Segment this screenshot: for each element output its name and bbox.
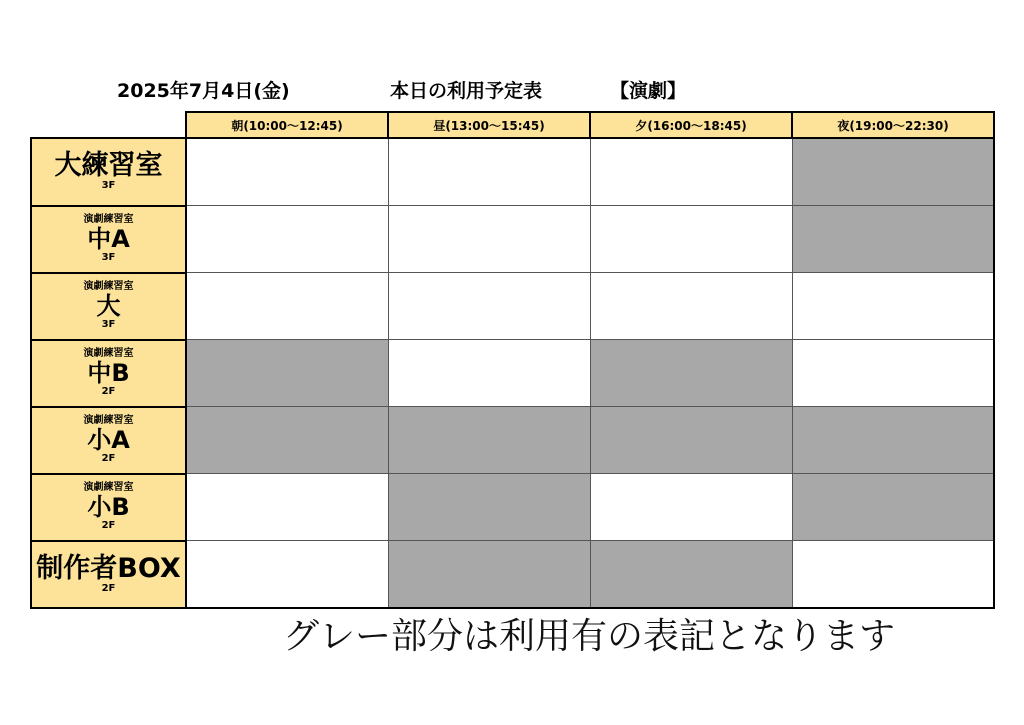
time-slot-morning: 朝(10:00〜12:45) bbox=[186, 112, 388, 138]
schedule-title: 本日の利用予定表 bbox=[390, 80, 543, 102]
room-label bbox=[31, 474, 186, 541]
room-label bbox=[31, 340, 186, 407]
time-slot-afternoon: 昼(13:00〜15:45) bbox=[388, 112, 590, 138]
room-label bbox=[31, 206, 186, 273]
room-category: 演劇練習室 bbox=[83, 415, 134, 426]
room-floor: 2F bbox=[101, 582, 116, 594]
room-name: 小A bbox=[87, 426, 130, 454]
slot-cell-free bbox=[186, 474, 388, 541]
slot-cell-free bbox=[792, 340, 994, 407]
slot-cell-free bbox=[186, 206, 388, 273]
slot-cell-free bbox=[590, 206, 792, 273]
slot-cell-free bbox=[388, 206, 590, 273]
room-floor: 3F bbox=[101, 319, 116, 330]
slot-cell-free bbox=[388, 138, 590, 206]
slot-cell-used bbox=[590, 541, 792, 609]
slot-cell-used bbox=[388, 407, 590, 474]
slot-cell-free bbox=[186, 138, 388, 206]
room-row bbox=[31, 541, 994, 609]
room-floor: 2F bbox=[101, 453, 116, 464]
schedule-genre: 【演劇】 bbox=[610, 80, 687, 102]
room-name: 中A bbox=[87, 225, 130, 253]
time-slot-header-row bbox=[31, 112, 994, 138]
room-floor: 2F bbox=[101, 520, 116, 531]
slot-cell-used bbox=[186, 407, 388, 474]
slot-cell-used bbox=[590, 340, 792, 407]
slot-cell-used bbox=[186, 340, 388, 407]
room-name: 中B bbox=[87, 359, 130, 387]
slot-cell-free bbox=[792, 541, 994, 609]
slot-cell-used bbox=[590, 407, 792, 474]
room-row bbox=[31, 206, 994, 273]
room-category: 演劇練習室 bbox=[83, 281, 134, 292]
room-floor: 2F bbox=[101, 386, 116, 397]
room-category: 演劇練習室 bbox=[83, 214, 134, 225]
room-row bbox=[31, 407, 994, 474]
slot-cell-free bbox=[186, 273, 388, 340]
room-floor: 3F bbox=[101, 180, 116, 192]
room-name: 小B bbox=[87, 493, 130, 521]
slot-cell-free bbox=[792, 273, 994, 340]
schedule-table bbox=[30, 111, 995, 609]
room-category: 演劇練習室 bbox=[83, 482, 134, 493]
room-row bbox=[31, 138, 994, 206]
schedule-date: 2025年7月4日(金) bbox=[117, 80, 290, 102]
slot-cell-free bbox=[388, 340, 590, 407]
room-label bbox=[31, 541, 186, 609]
slot-cell-used bbox=[792, 407, 994, 474]
slot-cell-used bbox=[792, 138, 994, 206]
room-row bbox=[31, 474, 994, 541]
room-label bbox=[31, 138, 186, 206]
room-name: 制作者BOX bbox=[36, 552, 181, 584]
slot-cell-used bbox=[388, 541, 590, 609]
legend-note: グレー部分は利用有の表記となります bbox=[283, 616, 896, 657]
room-row bbox=[31, 273, 994, 340]
time-slot-night: 夜(19:00〜22:30) bbox=[792, 112, 994, 138]
slot-cell-free bbox=[186, 541, 388, 609]
time-slot-evening: 夕(16:00〜18:45) bbox=[590, 112, 792, 138]
slot-cell-used bbox=[388, 474, 590, 541]
slot-cell-free bbox=[388, 273, 590, 340]
room-label bbox=[31, 407, 186, 474]
room-category: 演劇練習室 bbox=[83, 348, 134, 359]
room-name: 大練習室 bbox=[54, 150, 163, 182]
slot-cell-used bbox=[792, 206, 994, 273]
room-row bbox=[31, 340, 994, 407]
slot-cell-free bbox=[590, 138, 792, 206]
table-corner bbox=[31, 112, 186, 138]
room-name: 大 bbox=[96, 292, 121, 320]
slot-cell-free bbox=[590, 474, 792, 541]
room-label bbox=[31, 273, 186, 340]
slot-cell-free bbox=[590, 273, 792, 340]
room-floor: 3F bbox=[101, 252, 116, 263]
slot-cell-used bbox=[792, 474, 994, 541]
